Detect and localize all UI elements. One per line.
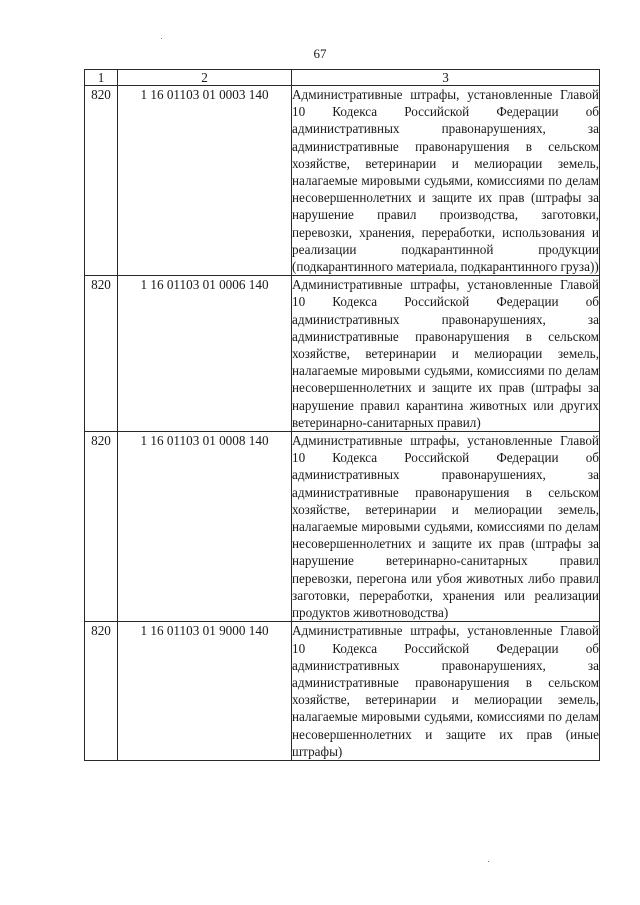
classification-code-cell: 1 16 01103 01 0008 140 [118, 432, 292, 622]
column-header-admin: 1 [85, 70, 118, 86]
classification-code-cell: 1 16 01103 01 0003 140 [118, 86, 292, 276]
table-row [85, 622, 600, 761]
table-row [85, 432, 600, 622]
description-cell: Административные штрафы, установленные Главой 10 Кодекса Российской Федерации об административных правонарушениях, за административные правонарушения в сельском хозяйстве, ветеринарии и мелиорации земель, налагаемые мировыми судьями, комиссиями по делам несовершеннолетних и защите их прав (штрафы за нарушение правил карантина животных или других ветеринарно-санитарных правил) [292, 277, 599, 430]
admin-code-cell: 820 [85, 432, 118, 622]
admin-code-cell: 820 [85, 622, 118, 761]
description-cell: Административные штрафы, установленные Главой 10 Кодекса Российской Федерации об административных правонарушениях, за административные правонарушения в сельском хозяйстве, ветеринарии и мелиорации земель, налагаемые мировыми судьями, комиссиями по делам несовершеннолетних и защите их прав (иные штрафы) [292, 623, 599, 759]
column-header-code: 2 [118, 70, 292, 86]
description-cell: Административные штрафы, установленные Главой 10 Кодекса Российской Федерации об административных правонарушениях, за административные правонарушения в сельском хозяйстве, ветеринарии и мелиорации земель, налагаемые мировыми судьями, комиссиями по делам несовершеннолетних и защите их прав (штрафы за нарушение правил производства, заготовки, перевозки, хранения, переработки, использования и реализации подкарантинной продукции (подкарантинного материала, подкарантинного груза)) [292, 87, 599, 275]
table-header-row [85, 70, 600, 86]
description-cell: Административные штрафы, установленные Главой 10 Кодекса Российской Федерации об административных правонарушениях, за административные правонарушения в сельском хозяйстве, ветеринарии и мелиорации земель, налагаемые мировыми судьями, комиссиями по делам несовершеннолетних и защите их прав (штрафы за нарушение ветеринарно-санитарных правил перевозки, перегона или убоя животных либо правил заготовки, переработки, хранения или реализации продуктов животноводства) [292, 433, 599, 621]
column-header-description: 3 [292, 70, 600, 86]
classification-code-cell: 1 16 01103 01 0006 140 [118, 276, 292, 432]
admin-code-cell: 820 [85, 86, 118, 276]
scan-speck [161, 38, 162, 39]
admin-code-cell: 820 [85, 276, 118, 432]
table-row [85, 86, 600, 276]
classification-code-cell: 1 16 01103 01 9000 140 [118, 622, 292, 761]
table-row [85, 276, 600, 432]
classification-table [84, 69, 600, 761]
scan-speck [488, 861, 489, 862]
page-number: 67 [313, 46, 327, 61]
